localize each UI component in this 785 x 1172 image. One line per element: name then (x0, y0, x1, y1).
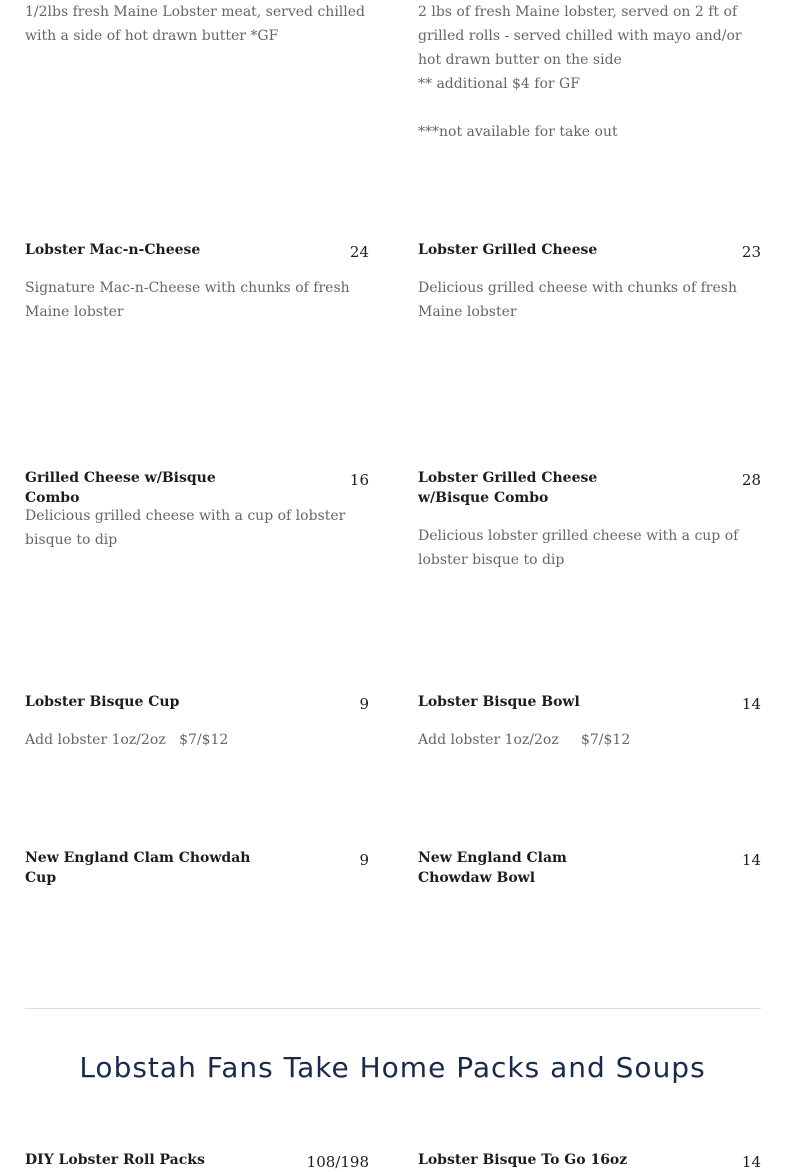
item-price: 9 (359, 695, 369, 713)
menu-item-lobster-cocktail (25, 0, 369, 48)
item-description: 1/2lbs fresh Maine Lobster meat, served chilled with a side of hot drawn butter *GF (25, 4, 365, 44)
item-price: 24 (349, 243, 369, 261)
item-name: Grilled Cheese w/Bisque Combo (25, 470, 216, 506)
item-price: 14 (741, 851, 761, 869)
menu-item-lobster-bisque-cup (25, 692, 369, 752)
item-description: Delicious grilled cheese with a cup of lobster bisque to dip (25, 508, 346, 548)
item-name: New England Clam Chowdaw Bowl (418, 850, 567, 886)
item-description: Add lobster 1oz/2oz $7/$12 (25, 732, 229, 748)
item-name: Lobster Mac-n-Cheese (25, 242, 201, 258)
menu-item-clam-chowdah-cup (25, 848, 369, 886)
menu-item-diy-lobster-roll-packs (25, 1150, 369, 1170)
item-description: Delicious grilled cheese with chunks of fresh Maine lobster (418, 280, 737, 320)
section-divider (25, 1008, 761, 1009)
menu-item-grilled-cheese-bisque-combo (25, 468, 369, 552)
item-name: DIY Lobster Roll Packs (25, 1152, 205, 1168)
item-price: 9 (359, 851, 369, 869)
menu-item-lobster-bisque-to-go (418, 1150, 761, 1170)
item-price: 14 (741, 695, 761, 713)
item-description: Signature Mac-n-Cheese with chunks of fresh Maine lobster (25, 280, 350, 320)
item-description: Add lobster 1oz/2oz $7/$12 (418, 732, 631, 748)
item-description: 2 lbs of fresh Maine lobster, served on 2 ft of grilled rolls - served chilled with mayo and/or hot drawn butter on the side ** additional $4 for GF ***not available for take out (418, 4, 742, 140)
item-name: Lobster Grilled Cheese w/Bisque Combo (418, 470, 598, 506)
item-name: Lobster Bisque Cup (25, 694, 180, 710)
item-name: Lobster Bisque To Go 16oz (418, 1152, 628, 1168)
item-price: 23 (741, 243, 761, 261)
item-name: New England Clam Chowdah Cup (25, 850, 251, 886)
menu-item-clam-chowdaw-bowl (418, 848, 761, 888)
menu-item-mac-n-cheese (25, 240, 369, 324)
menu-item-lobster-grilled-cheese (418, 240, 761, 324)
item-price: 14 (741, 1153, 761, 1171)
menu-item-lobster-grilled-cheese-bisque-combo (418, 468, 761, 572)
section-title: Lobstah Fans Take Home Packs and Soups (79, 1051, 706, 1084)
item-price: 16 (349, 471, 369, 489)
menu-item-lobster-bisque-bowl (418, 692, 761, 752)
item-name: Lobster Grilled Cheese (418, 242, 598, 258)
item-price: 28 (741, 471, 761, 489)
item-price: 108/198 (306, 1153, 369, 1171)
item-name: Lobster Bisque Bowl (418, 694, 580, 710)
item-description: Delicious lobster grilled cheese with a cup of lobster bisque to dip (418, 528, 739, 568)
menu-item-two-foot-roll (418, 0, 761, 144)
